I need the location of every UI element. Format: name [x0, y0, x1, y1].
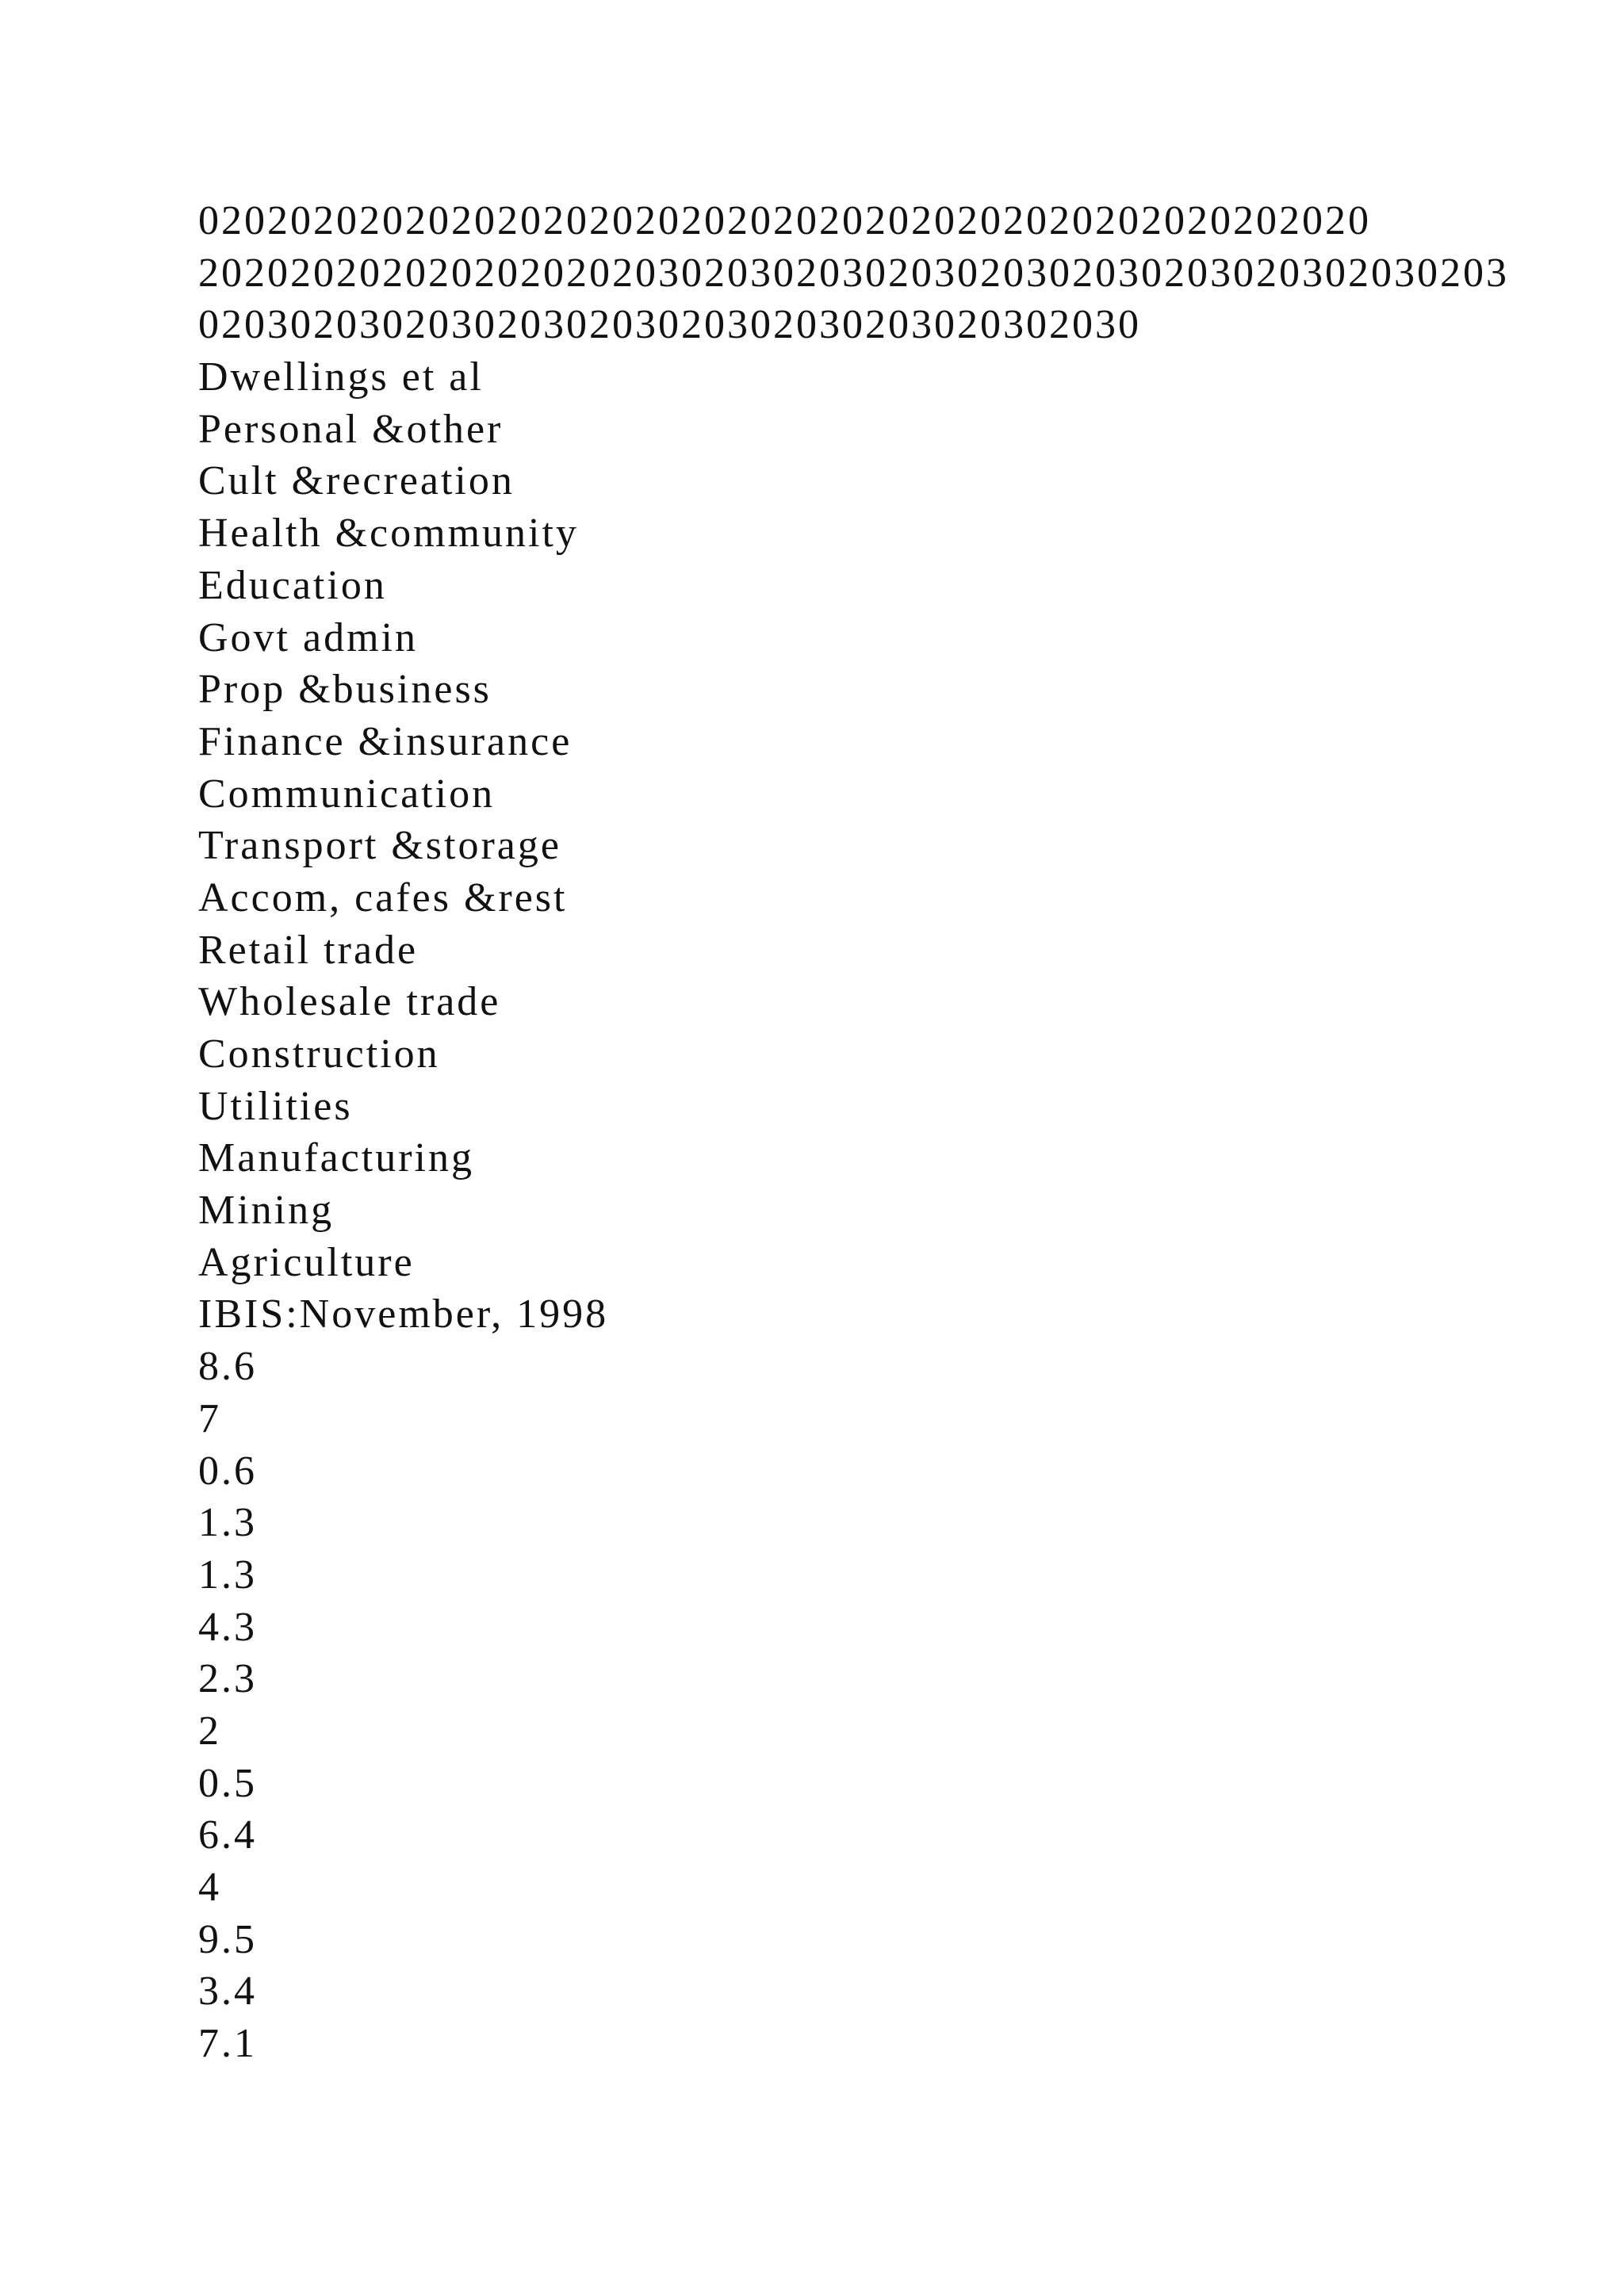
value: 9.5	[198, 1916, 257, 1962]
header-line: 020202020202020202020202020202020202020202020202020	[198, 198, 1371, 243]
value: 6.4	[198, 1812, 257, 1858]
value: 7.1	[198, 2021, 257, 2067]
category-label: Accom, cafes &rest	[198, 874, 568, 920]
header-line: 02030203020302030203020302030203020302030	[198, 302, 1141, 348]
source-note: IBIS:November, 1998	[198, 1292, 609, 1337]
category-label: Finance &insurance	[198, 718, 573, 764]
category-label: Dwellings et al	[198, 354, 484, 400]
category-label: Wholesale trade	[198, 979, 501, 1025]
value: 3.4	[198, 1969, 257, 2015]
category-label: Retail trade	[198, 927, 419, 973]
category-label: Mining	[198, 1188, 335, 1234]
category-label: Transport &storage	[198, 823, 561, 869]
value: 1.3	[198, 1552, 257, 1598]
category-label: Personal &other	[198, 406, 504, 452]
value: 1.3	[198, 1500, 257, 1546]
category-label: Manufacturing	[198, 1135, 475, 1181]
category-label: Construction	[198, 1031, 440, 1077]
category-label: Cult &recreation	[198, 458, 515, 504]
value: 2.3	[198, 1656, 257, 1702]
value: 0.5	[198, 1760, 257, 1806]
value: 2	[198, 1708, 221, 1754]
value: 8.6	[198, 1344, 257, 1390]
category-label: Communication	[198, 771, 496, 817]
category-label: Prop &business	[198, 667, 492, 713]
document-text	[198, 195, 1509, 2070]
header-line: 202020202020202020203020302030203020302030203020302030203	[198, 250, 1509, 296]
category-label: Health &community	[198, 511, 579, 557]
category-label: Agriculture	[198, 1239, 415, 1285]
value: 0.6	[198, 1448, 257, 1494]
category-label: Utilities	[198, 1083, 353, 1129]
category-label: Govt admin	[198, 614, 418, 660]
value: 7	[198, 1395, 221, 1441]
value: 4.3	[198, 1604, 257, 1650]
value: 4	[198, 1865, 221, 1910]
category-label: Education	[198, 562, 387, 608]
